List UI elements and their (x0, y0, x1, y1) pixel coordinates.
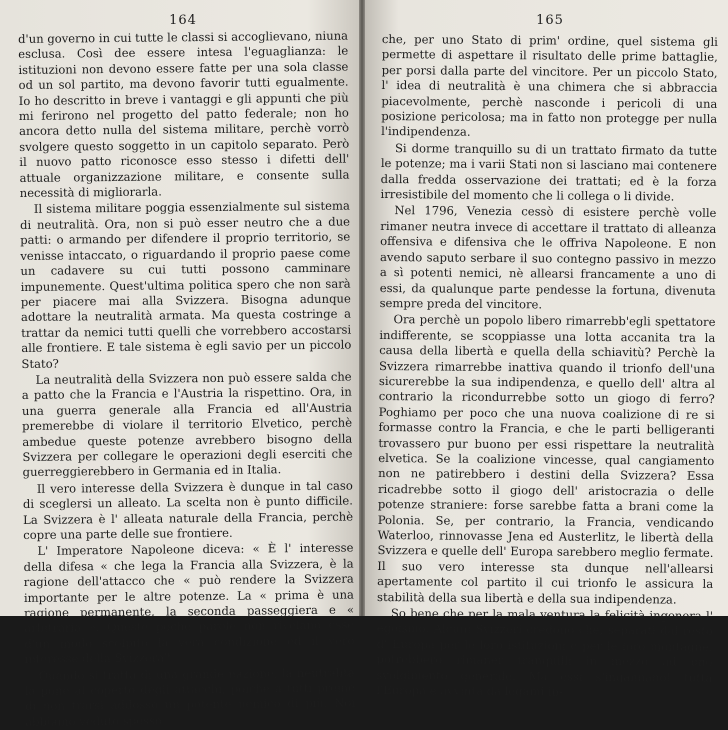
right-page-text (376, 32, 718, 701)
paragraph: Il sistema militare poggia essenzialmente sul sistema di neutralità. Ora, non si può esser neutro che a due patti: o armando per difendere il proprio territorio, se venisse intaccato, o riguardando il proprio paese come un cadavere su cui tutti possono camminare impunemente. Quest'ultima politica spero che non sarà per piacere mai alla Svizzera. Bisogna adunque adottare la neutralità armata. Ma questa costringe a trattar da nemici tutti quelli che vorrebbero accostarsi alle frontiere. E tale sistema è egli savio per un piccolo Stato? (19, 199, 352, 371)
paragraph: So bene che per la mala ventura la felicità ingenera l' egoismo. Alcuni Svizzeri credono che, separati dal resto d' Europa per le loro istituzioni e per le loro montagne, potrebbero rimaner tranquilli in mezzo ad uno svolgimento generale. Ma essi s'ingannano! tutta l'Europa è avvinta da legami in- (376, 606, 713, 699)
paragraph: Si dorme tranquillo su di un trattato firmato da tutte le potenze; ma i varii Stati non si lasciano mai contenere dalla fredda osservazione dei trattati; ed è la forza irresistibile del momento che li collega o li divide. (380, 140, 718, 204)
right-page (362, 0, 728, 699)
paragraph: Nel 1796, Venezia cessò di esistere perchè volle rimaner neutra invece di accettare il trattato di alleanza offensiva e difensiva che le offriva Napoleone. E non avendo saputo serbare il suo contegno passivo in mezzo a sì potenti nemici, nè allearsi francamente a uno di essi, da qualunque parte pendesse la fortuna, divenuta sempre preda del vincitore. (379, 203, 717, 312)
paragraph: La neutralità della Svizzera non può essere salda che a patto che la Francia e l'Austria la rispettino. Ora, in una guerra generale alla Francia ed all'Austria premerebbe di violare il territorio Elvetico, perchè ambedue queste potenze avrebbero bisogno della Svizzera per collegare le operazioni degli eserciti che guerreggierebbero in Germania ed in Italia. (21, 369, 353, 480)
page-number-left: 164 (169, 13, 197, 28)
paragraph: Quando si tratta di una grande nazione, la neutralità la pone al coperto degli attacchi, poichè a tutti preme di non trarsi addosso un potente nemico di più. Noi abbiamo veduto spesso (24, 665, 356, 729)
paragraph: che, per uno Stato di prim' ordine, quel sistema gli permette di aspettare il risultato delle prime battaglie, per porsi dalla parte del vincitore. Per un piccolo Stato, l' idea di neutralità è una chimera che si abbraccia piacevolmente, perchè nasconde i pericoli di una posizione pericolosa; ma in fatto non protegge per nulla l'indipendenza. (381, 32, 718, 140)
left-page-text (18, 29, 355, 730)
page-number-right: 165 (536, 13, 564, 28)
paragraph: Il vero interesse della Svizzera è dunque in tal caso di sceglersi un alleato. La scelta non è punto difficile. La Svizzera è l' alleata naturale della Francia, perchè copre una parte delle sue frontiere. (22, 478, 354, 542)
book-gutter (359, 0, 365, 616)
left-page (0, 0, 362, 729)
paragraph: L' Imperatore Napoleone diceva: « È l' interesse della difesa « che lega la Francia alla Svizzera, è la ragione dell'attacco che « può rendere la Svizzera importante per le altre potenze. La « prima è una ragione permanente, la seconda passeggiera e « arbitraria ». Queste poche parole non rivelano esse d'un modo scolpito la vera condizione ed il vero interesse della Svizzera? (23, 540, 355, 667)
paragraph: d'un governo in cui tutte le classi si accoglievano, niuna esclusa. Così dee essere intesa l'eguaglianza: le istituzioni non devono essere fatte per una sola classe od un sol partito, ma devono favorir tutti egualmente. Io ho descritto in breve i vantaggi e gli appunti che più mi ferirono nel progetto del patto federale; non ho ancora detto nulla del sistema militare, perchè vorrò svolgere questo soggetto in un capitolo separato. Però il nuovo patto riconosce esso stesso i difetti dell' attuale organizzazione militare, e consente sulla necessità di migliorarla. (18, 28, 350, 201)
paragraph: Ora perchè un popolo libero rimarrebb'egli spettatore indifferente, se scoppiasse una lotta accanita tra la causa della libertà e quella della schiavitù? Perchè la Svizzera rimarrebbe inattiva quando il trionfo dell'una sicurerebbe la sua indipendenza, e quello dell' altra al contrario la ricondurrebbe sotto un giogo di ferro? Poghiamo per poco che una nuova coalizione di re si formasse contro la Francia, e che le parti belligeranti trovassero pur buono per essi rispettare la neutralità elvetica. Se la coalizione vincesse, qual cangiamento non ne patirebbero i destini della Svizzera? Essa ricadrebbe sotto il giogo dell' aristocrazia o delle potenze straniere: forse sarebbe fatta a brani come la Polonia. Se, per contrario, la Francia, vendicando Waterloo, rinnovasse Jena ed Austerlitz, le libertà della Svizzera e quelle dell' Europa sarebbero meglio fermate. Il suo vero interesse sta dunque nell'allearsi apertamente col partito il cui trionfo le assicura la stabilità della sua libertà e della sua indipendenza. (377, 312, 716, 607)
